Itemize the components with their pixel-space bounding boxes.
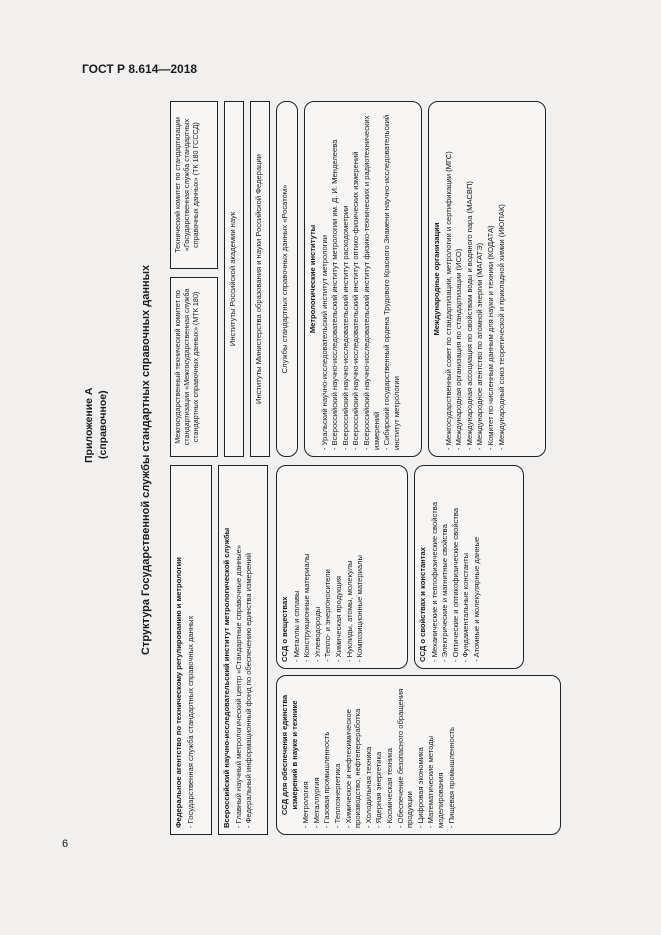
list-item: - Федеральный информационный фонд по обеспечению единства измерений [244,472,254,828]
list-item: - Нуклиды, атомы, молекулы [345,472,355,662]
vniims-box [218,465,268,835]
list-item: - Международная организация по стандартизации (ИСО) [454,108,464,450]
list-item: - Атомные и молекулярные данные [472,472,482,662]
international-organizations-box [428,101,546,457]
structure-title: Структура Государственной службы стандартных справочных данных [140,264,152,656]
diagram [170,100,565,835]
list-item: - Конструкционные материалы [302,472,312,662]
ssd-properties-box [414,465,524,669]
list-item: - Химическое и нефтехимическое производство, нефтепереработка [344,682,363,828]
list-item: - Углеводороды [313,472,323,662]
appendix-subheading: (справочное) [97,390,109,460]
list-item: - Международная ассоциация по свойствам воды и водяного пара (МАСВП) [465,108,475,450]
list-item: - Механические и теплофизические свойства [430,472,440,662]
list-item: - Всероссийский научно-исследовательский институт оптико-физических измерений [351,108,361,450]
list-item: - Математические методы моделирования [426,682,445,828]
list-item: - Главный научный метрологический центр «Стандартные справочные данные» [234,472,244,828]
ssd-substances-box [276,465,408,669]
list-item: - Межгосударственный совет по стандартизации, метрологии и сертификации (МГС) [444,108,454,450]
list-item: - Ядерная энергетика [374,682,384,828]
vniims-title: Всероссийский научно-исследовательский институт метрологической службы [222,527,231,828]
page-number: 6 [62,838,69,850]
list-item: - Электрические и магнитные свойства [440,472,450,662]
list-item: - Государственная служба стандартных справочных данных [186,472,196,828]
list-item: - Газовая промышленность [322,682,332,828]
appendix-heading: Приложение А [83,387,95,463]
mtk180-box: Межгосударственный технический комитет по стандартизации «Межгосударственная служба стандартных справочных данных» (МТК 180) [170,277,218,457]
list-item: - Металлургия [312,682,322,828]
tk180-box: Технический комитет по стандартизации «Государственная служба стандартных справочных данных» (ТК 180 ГСССД) [170,101,218,269]
metrology-institutes-box [304,101,422,457]
list-item: - Сибирский государственный ордена Трудового Красного Знамени научно-исследовательский институт метрологии [382,108,401,450]
list-item: - Всероссийский научно-исследовательский институт метрологии им. Д. И. Менделеева [330,108,340,450]
list-item: - Международное агентство по атомной энергии (МАГАТЭ) [475,108,485,450]
list-item: - Метрология [301,682,311,828]
minobr-institutes-box: Институты Министерства образования и науки Российской Федерации [250,101,270,457]
ssd-measurements-box [276,675,561,835]
list-item: - Пищевая промышленность [447,682,457,828]
appendix-title [82,330,116,520]
list-item: - Холодильная техника [364,682,374,828]
rosatom-box: Службы стандартных справочных данных «Росатом» [276,101,298,457]
list-item: - Комитет по численным данным для науки и техники (КОДАТА) [486,108,496,450]
list-item: - Металлы и сплавы [292,472,302,662]
standard-header: ГОСТ Р 8.614—2018 [82,62,198,76]
federal-agency-box [170,465,212,835]
list-item: - Уральский научно-исследовательский институт метрологии [320,108,330,450]
list-item: - Космическая техника [385,682,395,828]
ras-institutes-box: Институты Российской академии наук [224,101,244,457]
list-item: - Фундаментальные константы [461,472,471,662]
list-item: - Химическая продукция [334,472,344,662]
list-item: - Теплоэнергетика [333,682,343,828]
ssd-properties-title: ССД о свойствах и константах [418,547,427,662]
international-organizations-title: Международные организации [432,222,441,336]
metrology-institutes-title: Метрологические институты [308,224,317,334]
list-item: - Тепло- и энергоносители [323,472,333,662]
list-item: - Всероссийский научно-исследовательский институт физико-технических и радиотехнических измерений [362,108,381,450]
list-item: - Композиционные материалы [355,472,365,662]
list-item: - Цифровая экономика [416,682,426,828]
list-item: - Оптические и оптикофизические свойства [451,472,461,662]
ssd-measurements-title: ССД для обеспечения единства измерений в науке и технике [280,694,299,816]
federal-agency-title: Федеральное агентство по техническому регулированию и метрологии [174,557,183,828]
ssd-substances-title: ССД о веществах [280,596,289,662]
list-item: - Обеспечение безопасного обращения продукции [396,682,415,828]
list-item: - Международный союз теоретической и прикладной химии (ИЮПАК) [497,108,507,450]
list-item: - Всероссийский научно-исследовательский институт расходометрии [341,108,351,450]
